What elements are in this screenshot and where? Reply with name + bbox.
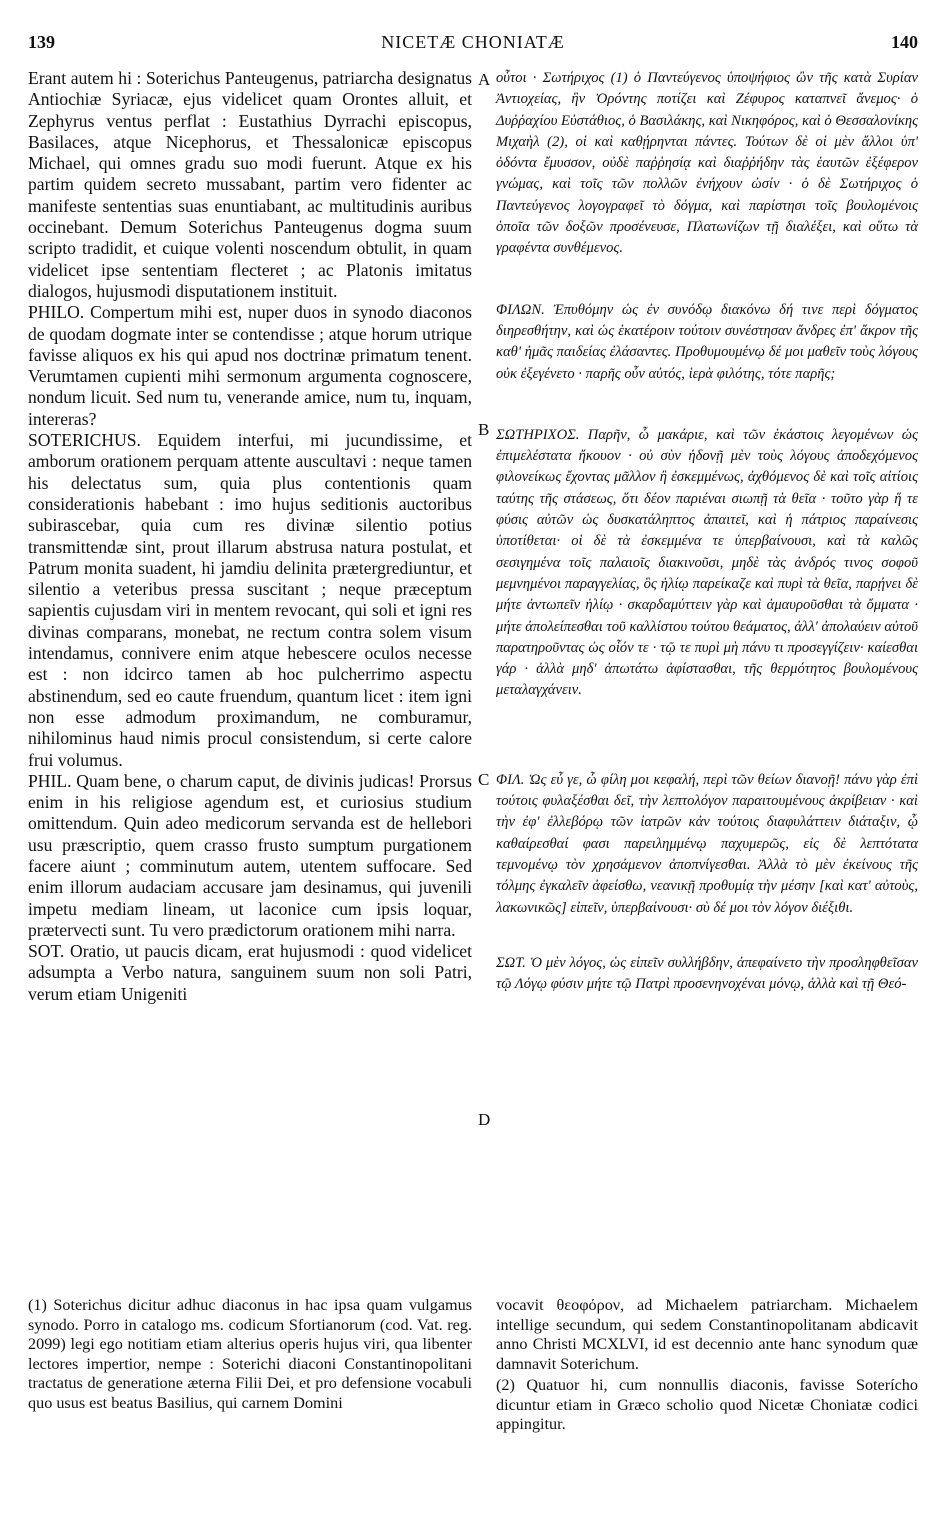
section-marker-b: B: [478, 420, 490, 439]
footnotes-right: [496, 1296, 918, 1435]
footnote-1-continued: vocavit θεοφόρον, ad Michaelem patriarcham. Michaelem intellige secundum, qui sedem Constantinopolitanam abdicavit anno Christi MCXLVI, id est decennio ante hanc synodum quæ damnavit Soterichum.: [496, 1296, 918, 1373]
greek-paragraph-5: ΣΩΤ. Ὁ μὲν λόγος, ὡς εἰπεῖν συλλήβδην, ἀπεφαίνετο τὴν προσληφθεῖσαν τῷ Λόγῳ φύσιν μήτε τῷ Πατρὶ προσενηνοχέναι μόνῳ, ἀλλὰ καὶ τῇ Θεό-: [496, 954, 918, 993]
footnote-2: (2) Quatuor hi, cum nonnullis diaconis, favisse Soterícho dicuntur etiam in Græco scholio quod Nicetæ Choniatæ codici appingitur.: [496, 1376, 918, 1433]
greek-paragraph-1: οὗτοι · Σωτήριχος (1) ὁ Παντεύγενος ὑποψήφιος ὢν τῆς κατὰ Συρίαν Ἀντιοχείας, ἣν Ὀρόντης ποτίζει καὶ Ζέφυρος καταπνεῖ ἄνεμος· ὁ Δυῤῥαχίου Εὐστάθιος, ὁ Βασιλάκης, καὶ Νικηφόρος, καὶ ὁ Θεσσαλονίκης Μιχαὴλ (2), οἱ καὶ καθῄρηνται πάντες. Τούτων δὲ οἱ μὲν ἄλλοι ὑπ' ὀδόντα ἔμυσσον, οὐδὲ παῤῥησίᾳ καὶ διαῤῥήδην τὰς ἑαυτῶν ἐξέφερον γνώμας, καὶ τοῖς τῶν πολλῶν ἐνήχουν ὠσίν · ὁ δὲ Σωτήριχος ὁ Παντεύγενος λογογραφεῖ τὸ δόγμα, καὶ παρίστησι τοῖς βουλομένοις ὁποῖα τῶν δοξῶν προσένευσε, Πλατωνίζων τῇ διαλέξει, καὶ οὕτω τὰ γραφέντα συνθέμενος.: [496, 70, 918, 257]
greek-paragraph-2: ΦΙΛΩΝ. Ἐπυθόμην ὡς ἐν συνόδῳ διακόνω δή τινε περὶ δόγματος διηρεσθήτην, καὶ ὡς ἑκατέροιν τούτοιν συνέστησαν ἄνδρες ἐπ' ἄκρον τῆς καθ' ἡμᾶς παιδείας ἐλάσαντες. Προθυμουμένῳ δέ μοι μαθεῖν τοὺς λόγους οὐκ ἐξεγένετο · παρῆς οὖν αὐτός, ἱερὰ φιλότης, τότε παρῆς;: [496, 301, 918, 382]
footnote-1: (1) Soterichus dicitur adhuc diaconus in hac ipsa quam vulgamus synodo. Porro in catalogo ms. codicum Sfortianorum (cod. Vat. reg. 2099) legi ego notitiam etiam alterius operis hujus viri, qua libenter lectores impertior, nempe : Soterichi diaconi Constantinopolitani tractatus de generatione æterna Filii Dei, et pro defensione vocabuli quo usus est beatus Basilius, qui carnem Domini: [28, 1296, 472, 1412]
latin-paragraph-5: SOT. Oratio, ut paucis dicam, erat hujusmodi : quod videlicet adsumpta a Verbo natura, sanguinem suum non soli Patri, verum etiam Unigeniti: [28, 941, 472, 1004]
page-number-left: 139: [28, 32, 55, 52]
greek-paragraph-3: ΣΩΤΗΡΙΧΟΣ. Παρῆν, ὦ μακάριε, καὶ τῶν ἑκάστοις λεγομένων ὡς ἐπιμελέστατα ἤκουον · οὐ σὺν ἡδονῇ μὲν τοὺς λόγους ἀποδεχόμενος φιλονείκως ἔχοντας μᾶλλον ἢ ἐσκεμμένως, ἀχθόμενος δὲ καὶ τοῖς αἰτίοις ταύτης τῆς στάσεως, ὅτι δέον παριέναι σιωπῇ τὰ θεῖα · τοῦτο γὰρ ἥ τε φύσις αὐτῶν ὡς δυσκατάληπτος ἀπαιτεῖ, καὶ ἡ πάτριος παραίνεσις ὑποτίθεται· οἱ δὲ τὰ ἐσκεμμένα τε ὑπερβαίνουσι, καὶ τὰ καλῶς σεσιγημένα τοῖς παλαιοῖς διακινοῦσι, μηδὲ τὰς ἀνδρός τινος σοφοῦ μεμνημένοι παραγγελίας, ὃς ἡλίῳ παρείκαζε καὶ πυρὶ τὰ θεῖα, παρῄνει δὲ μήτε ἀντωπεῖν ἡλίῳ · σκαρδαμύττειν γὰρ καὶ ἀμαυροῦσθαι τὰ ὄμματα · μήτε ἀπολείπεσθαι τοῦ καλλίστου τούτου θεάματος, ἀλλ' ἀπολαύειν αὐτοῦ παρατηροῦντας ὡς οἷόν τε · τῷ τε πυρὶ μὴ πάνυ τι προσεγγίζειν· καίεσθαι γάρ · ἀλλὰ μηδ' ἀπωτάτω ἀφίστασθαι, τῆς θερμότητος βουλομένους μεταλαγχάνειν.: [496, 426, 918, 699]
latin-column: [28, 68, 472, 1005]
footnotes-left: [28, 1296, 472, 1413]
section-marker-a: A: [478, 70, 491, 89]
section-marker-d: D: [478, 1110, 491, 1129]
running-title: NICETÆ CHONIATÆ: [381, 32, 565, 52]
greek-paragraph-4: ΦΙΛ. Ὡς εὖ γε, ὦ φίλη μοι κεφαλή, περὶ τῶν θείων διανοῇ! πάνυ γὰρ ἐπὶ τούτοις φυλαξέσθαι δεῖ, τὴν λεπτολόγον παραιτουμένους ἀκρίβειαν · καὶ τὴν ἐφ' ἐλλεβόρῳ τῶν ἰατρῶν κἀν τούτοις διαφυλάττειν διάταξιν, ᾧ καθαίρεσθαί φασι παρειλημμένῳ παχυμερῶς, εἰς δὲ λεπτότατα τεμνομένῳ τὸν χρησάμενον ἀποπνίγεσθαι. Ἀλλὰ τὸ μὲν ἐκείνους τῆς τόλμης ἐγκαλεῖν ἀφείσθω, νεανικῇ προθυμίᾳ τὴν μέσην [καὶ κατ' αὐτοὺς, λακωνικῶς] εἰπεῖν, ὑπερβαίνουσι· σὺ δέ μοι τὸν λόγον διέξιθι.: [496, 771, 918, 916]
page-header: [28, 30, 918, 58]
page-number-right: 140: [891, 32, 918, 52]
latin-paragraph-4: PHIL. Quam bene, o charum caput, de divinis judicas! Prorsus enim in his religiose agendum est, et curiosius studium omittendum. Quin adeo medicorum servanda est de hellebori usu præscriptio, quem crasso frusto sumptum purgationem facere aiunt ; comminutum autem, utentem suffocare. Sed enim illorum audaciam accusare jam desinamus, qui juvenili impetu mediam lineam, ut laconice cum ipsis loquar, prætervecti sunt. Tu vero prædictorum orationem mihi narra.: [28, 770, 472, 940]
latin-paragraph-3: SOTERICHUS. Equidem interfui, mi jucundissime, et amborum orationem perquam attente auscultavi : neque tamen his delectatus sum, quia plus contentionis quam considerationis habebant : imo hujus seditionis auctoribus subirascebar, quia cum res divinæ silentio potius transmittendæ sint, prout illarum abstrusa natura postulat, et Patrum monita suadent, hi jamdiu delinita prætergrediuntur, et silentio a veteribus pressa suscitant ; neque præceptum sapientis cujusdam viri in mentem revocant, qui soli et igni res divinas comparans, monebat, ne rectum contra solem visum intendamus, connivere enim atque hebescere oculos necesse est : non idcirco tamen ab hoc pulcherrimo aspectu abstinendum, sed eo caute fruendum, quantum licet : item igni non esse admodum proximandum, ne comburamur, nihilominus haud nimis procul consistendum, si certe calore frui volumus.: [28, 430, 472, 770]
section-marker-c: C: [478, 770, 490, 789]
greek-column: [496, 68, 918, 995]
latin-paragraph-2: PHILO. Compertum mihi est, nuper duos in synodo diaconos de quodam dogmate inter se contendisse ; atque horum utrique favisse aliquos ex his qui apud nos doctrinæ primatum tenent. Verumtamen cupienti mihi sermonum argumenta cognoscere, nondum licuit. Sed num tu, venerande amice, num tu, inquam, intereras?: [28, 302, 472, 429]
latin-paragraph-1: Erant autem hi : Soterichus Panteugenus, patriarcha designatus Antiochiæ Syriacæ, ejus videlicet quam Orontes alluit, et Zephyrus ventus perflat : Eustathius Dyrrachi episcopus, Basilaces, atque Nicephorus, et Thessalonicæ episcopus Michael, qui omnes gradu suo modi fuerunt. Atque ex his partim quidem secreto mussabant, partim vero fidenter ac manifeste sententias suas enuntiabant, ac multitudinis auribus occinebant. Demum Soterichus Panteugenus dogma suum scripto tradidit, et cuique volenti noscendum obtulit, in quam videlicet ipse sententiam flecteret ; ac Platonis imitatus dialogos, hujusmodi disputationem instituit.: [28, 68, 472, 301]
